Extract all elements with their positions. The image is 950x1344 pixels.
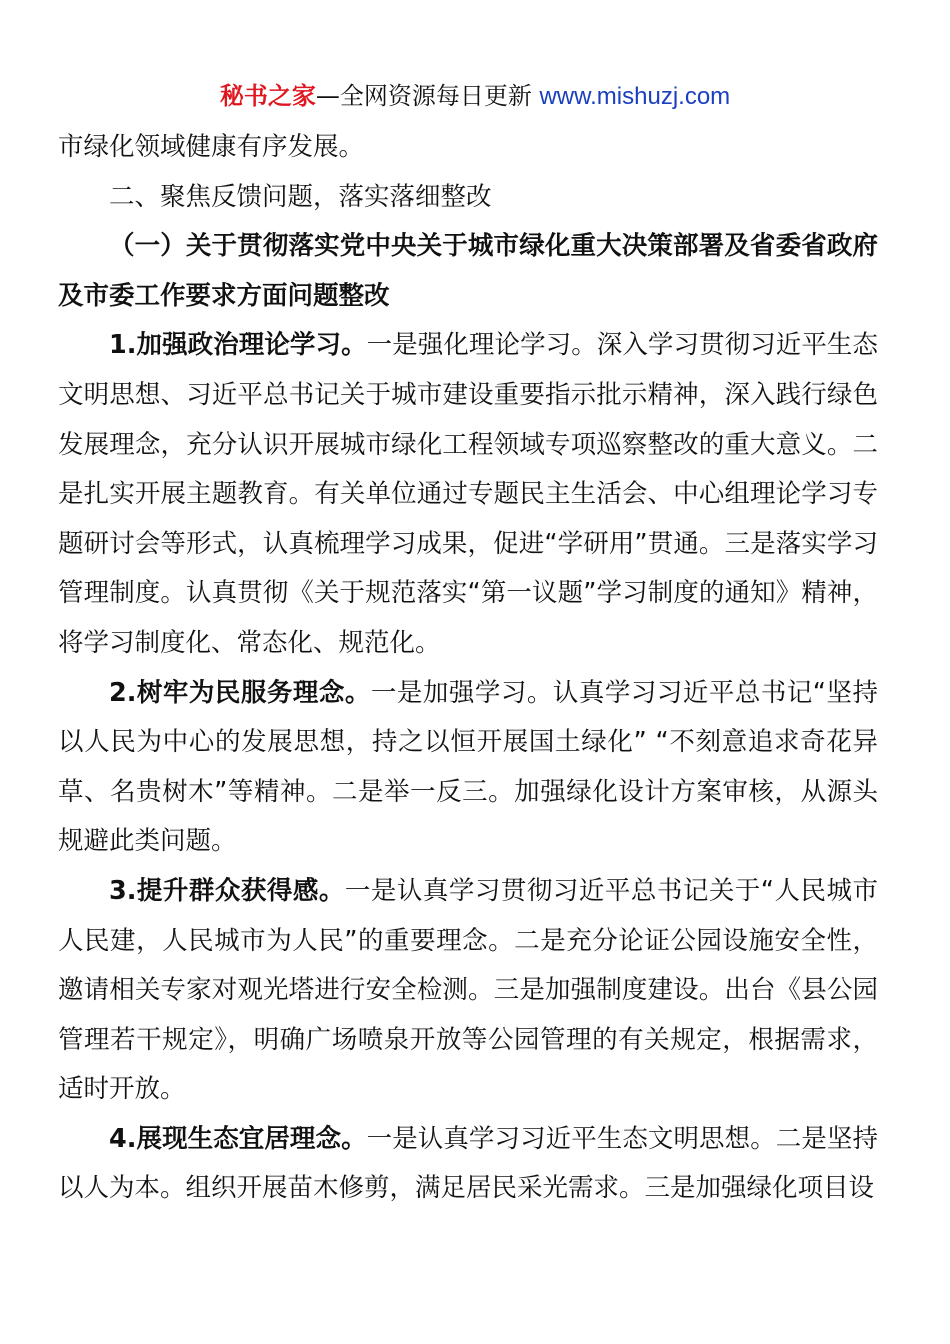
paragraph-text: 一是加强学习。认真学习习近平总书记“坚持以人民为中心的发展思想，持之以恒开展国土绿化” “不刻意追求奇花异草、名贵树木”等精神。二是举一反三。加强绿化设计方案审核，从源头规避此类问题。 — [58, 677, 879, 857]
paragraph-item-4 — [58, 1115, 878, 1214]
paragraph-item-3 — [58, 867, 878, 1115]
paragraph-lead: 1.加强政治理论学习。 — [109, 330, 367, 361]
paragraph-item-1 — [58, 321, 878, 668]
paragraph-text: 一是认真学习习近平生态文明思想。二是坚持以人为本。组织开展苗木修剪，满足居民采光需求。三是加强绿化项目设 — [58, 1123, 878, 1204]
paragraph-lead: 2.树牢为民服务理念。 — [109, 677, 371, 708]
subsection-heading — [58, 222, 878, 321]
paragraph-text: 市绿化领域健康有序发展。 — [58, 132, 365, 162]
paragraph-item-2 — [58, 669, 878, 867]
paragraph-text: 一是认真学习贯彻习近平总书记关于“人民城市人民建，人民城市为人民”的重要理念。二是充分论证公园设施安全性，邀请相关专家对观光塔进行安全检测。三是加强制度建设。出台《县公园管理若干规定》，明确广场喷泉开放等公园管理的有关规定，根据需求，适时开放。 — [58, 875, 878, 1105]
header-tagline: —全网资源每日更新 — [315, 82, 532, 110]
section-heading — [58, 173, 878, 223]
header-brand: 秘书之家 — [219, 82, 316, 110]
paragraph-lead: 3.提升群众获得感。 — [109, 875, 345, 906]
paragraph-text: 一是强化理论学习。深入学习贯彻习近平生态文明思想、习近平总书记关于城市建设重要指示批示精神，深入践行绿色发展理念，充分认识开展城市绿化工程领域专项巡察整改的重大意义。二是扎实开展主题教育。有关单位通过专题民主生活会、中心组理论学习专题研讨会等形式，认真梳理学习成果，促进“学研用”贯通。三是落实学习管理制度。认真贯彻《关于规范落实“第一议题”学习制度的通知》精神，将学习制度化、常态化、规范化。 — [58, 330, 878, 658]
paragraph-lead: 4.展现生态宜居理念。 — [109, 1123, 367, 1154]
document-body — [58, 123, 878, 1214]
paragraph-continuation — [58, 123, 878, 173]
page-header — [0, 80, 950, 113]
section-heading-text: 二、聚焦反馈问题，落实落细整改 — [109, 181, 492, 212]
subsection-heading-text: （一）关于贯彻落实党中央关于城市绿化重大决策部署及省委省政府及市委工作要求方面问题整改 — [58, 231, 878, 311]
header-url-link[interactable]: www.mishuzj.com — [539, 83, 731, 110]
